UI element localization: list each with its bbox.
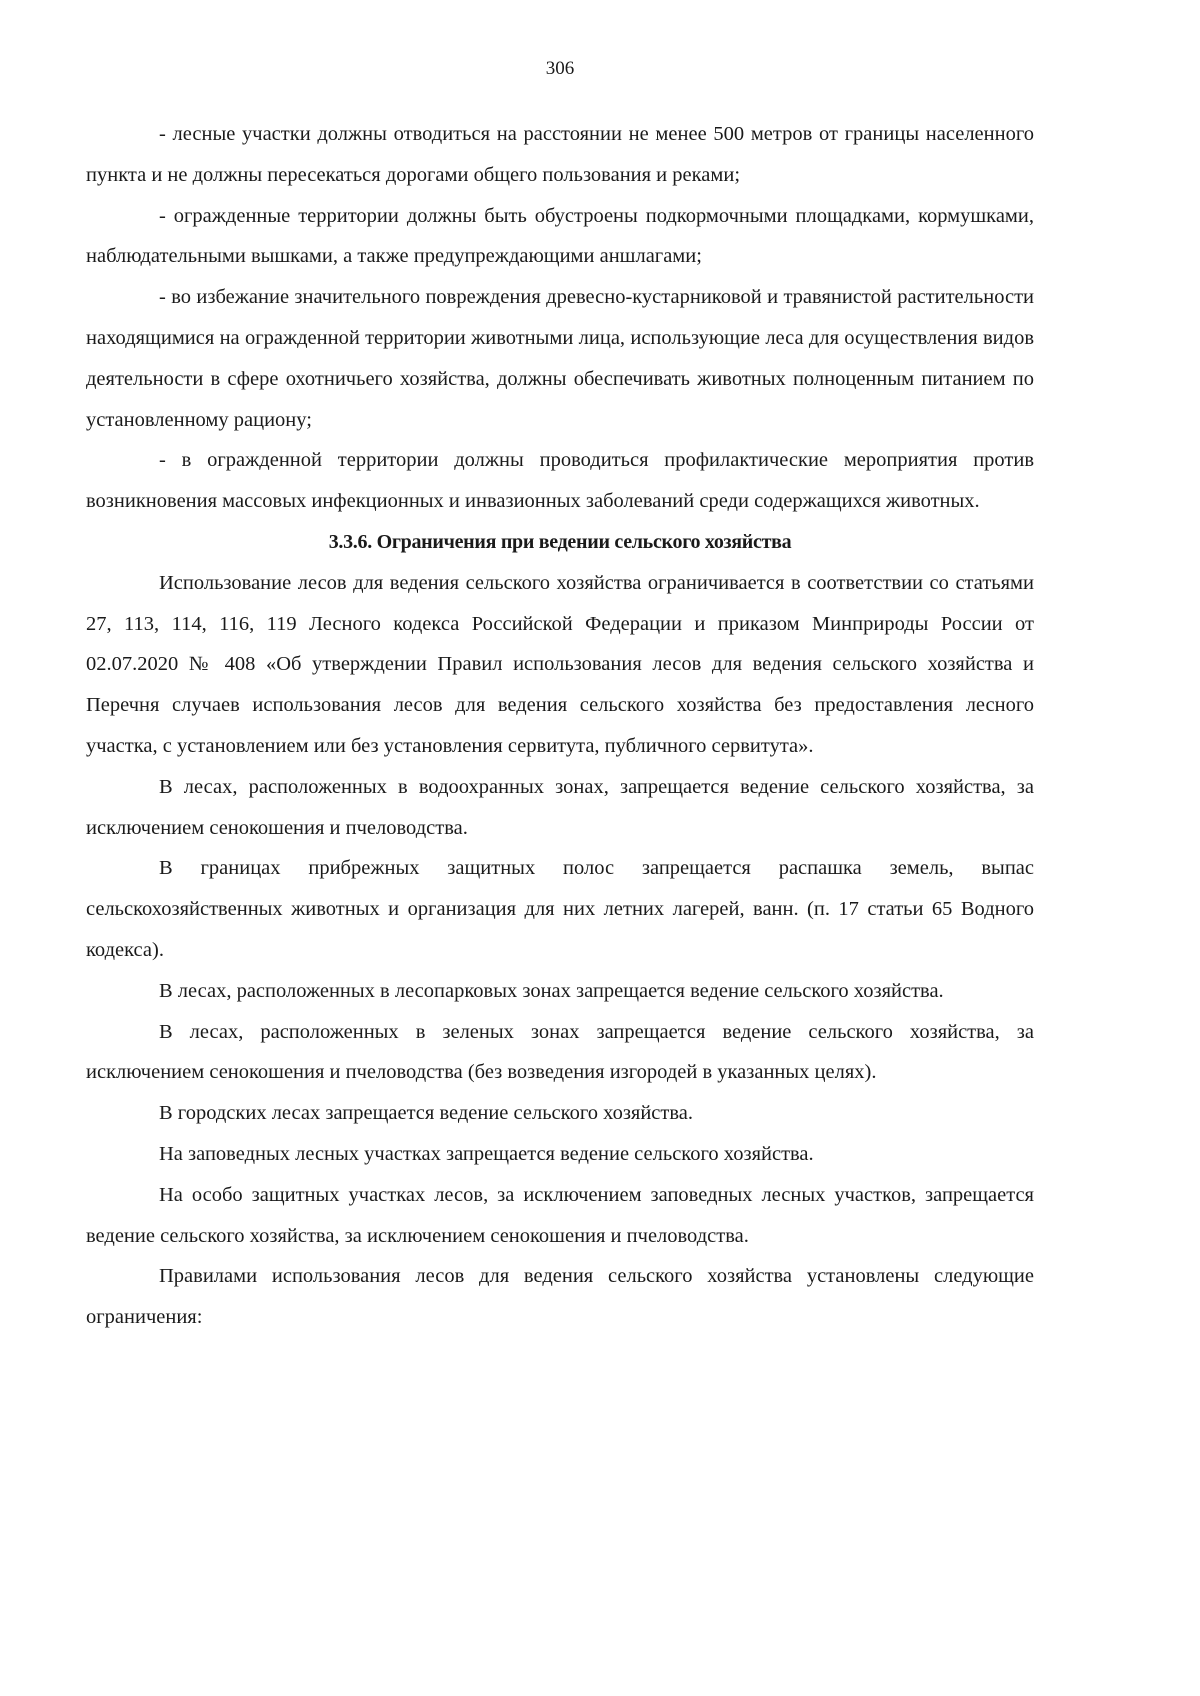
list-item-land-plots-distance: - лесные участки должны отводиться на расстоянии не менее 500 метров от границы населенного пункта и не должны пересекаться дорогами общего пользования и реками;	[86, 123, 1034, 186]
paragraph-water-protection-zones: В лесах, расположенных в водоохранных зонах, запрещается ведение сельского хозяйства, за исключением сенокошения и пчеловодства.	[86, 775, 1034, 839]
paragraph-urban-forests: В городских лесах запрещается ведение сельского хозяйства.	[159, 1102, 694, 1125]
page-number: 306	[545, 58, 575, 79]
paragraph-green-zones: В лесах, расположенных в зеленых зонах запрещается ведение сельского хозяйства, за исключением сенокошения и пчеловодства (без возведения изгородей в указанных целях).	[86, 1020, 1034, 1084]
paragraph-specially-protected-plots: На особо защитных участках лесов, за исключением заповедных лесных участков, запрещается ведение сельского хозяйства, за исключением сенокошения и пчеловодства.	[86, 1183, 1034, 1247]
list-item-preventive-measures: - в огражденной территории должны проводиться профилактические мероприятия против возникновения массовых инфекционных и инвазионных заболеваний среди содержащихся животных.	[86, 449, 1034, 513]
list-item-feeding-requirement: - во избежание значительного повреждения древесно-кустарниковой и травянистой растительности находящимися на огражденной территории животными лица, использующие леса для осуществления видов деятельности в сфере охотничьего хозяйства, должны обеспечивать животных полноценным питанием по установленному рациону;	[86, 286, 1034, 431]
paragraph-coastal-strips: В границах прибрежных защитных полос запрещается распашка земель, выпас сельскохозяйственных животных и организация для них летних лагерей, ванн. (п. 17 статьи 65 Водного кодекса).	[86, 857, 1034, 961]
list-item-fenced-territories: - огражденные территории должны быть обустроены подкормочными площадками, кормушками, наблюдательными вышками, а также предупреждающими аншлагами;	[86, 204, 1034, 268]
document-body	[86, 114, 1034, 1338]
paragraph-forest-park-zones: В лесах, расположенных в лесопарковых зонах запрещается ведение сельского хозяйства.	[159, 979, 944, 1002]
paragraph-reserved-plots: На заповедных лесных участках запрещается ведение сельского хозяйства.	[159, 1142, 814, 1165]
section-heading: 3.3.6. Ограничения при ведении сельского хозяйства	[328, 530, 792, 553]
paragraph-restrictions-intro: Правилами использования лесов для ведения сельского хозяйства установлены следующие ограничения:	[86, 1265, 1034, 1329]
paragraph-agriculture-use: Использование лесов для ведения сельского хозяйства ограничивается в соответствии со статьями 27, 113, 114, 116, 119 Лесного кодекса Российской Федерации и приказом Минприроды России от 02.07.2020 № 408 «Об утверждении Правил использования лесов для ведения сельского хозяйства и Перечня случаев использования лесов для ведения сельского хозяйства без предоставления лесного участка, с установлением или без установления сервитута, публичного сервитута».	[86, 571, 1034, 757]
